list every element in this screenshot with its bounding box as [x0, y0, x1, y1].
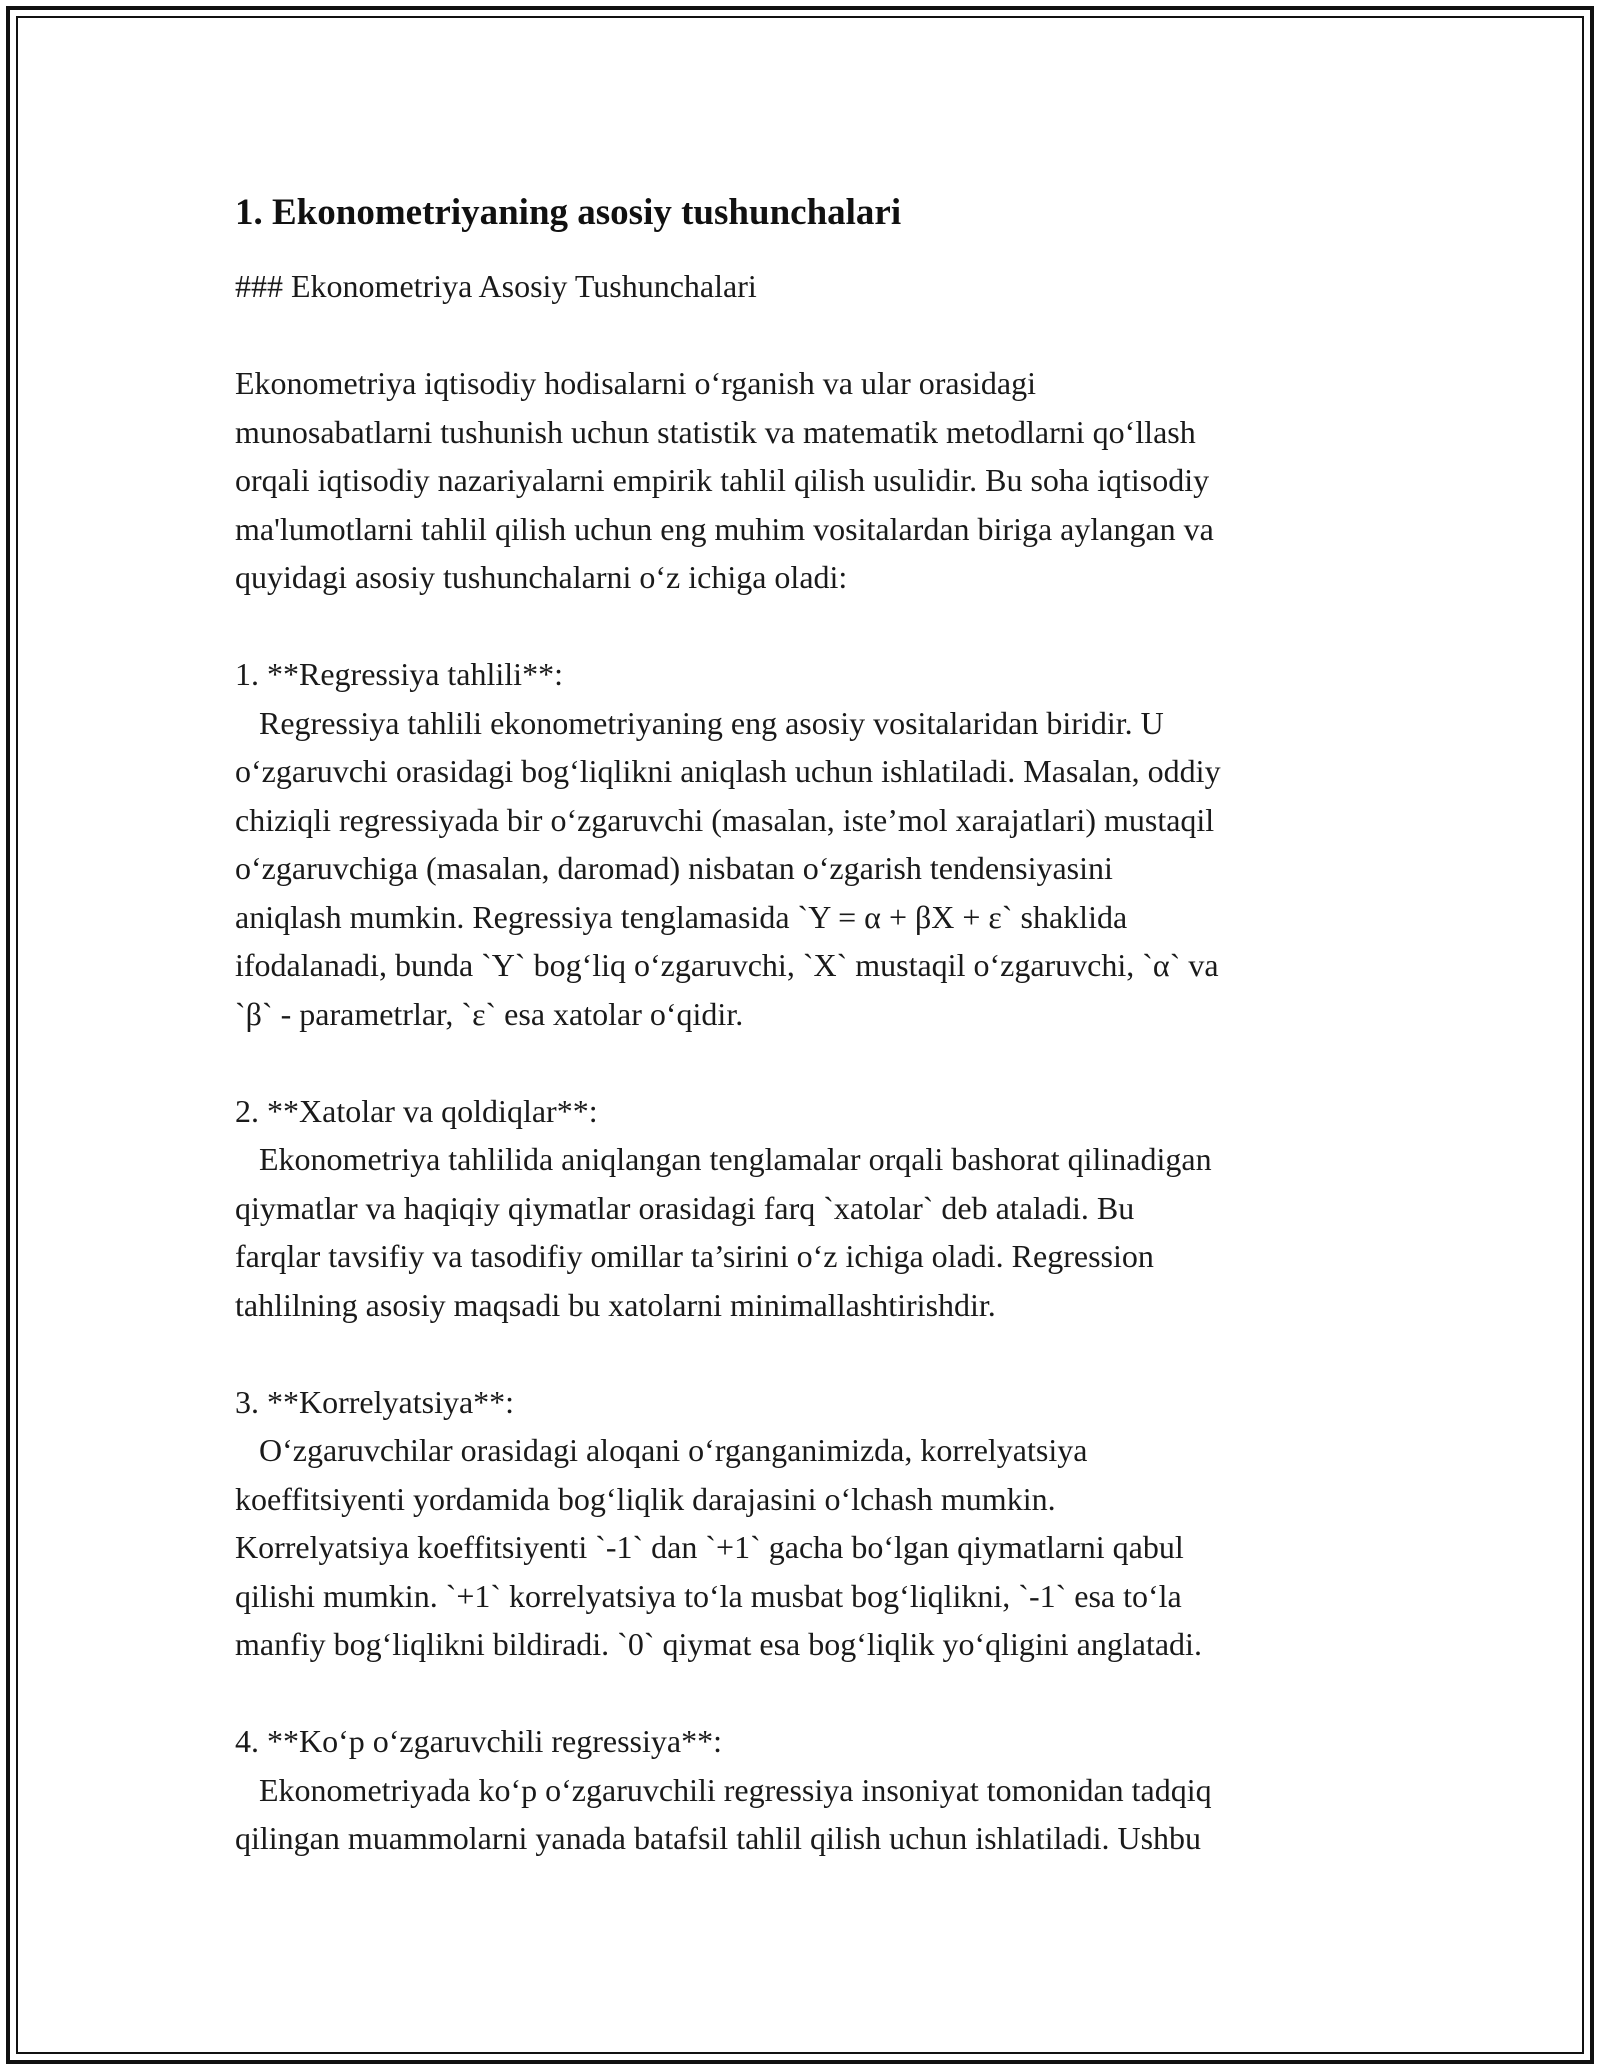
text-line: Ekonometriya tahlilida aniqlangan tenglamalar orqali bashorat qilinadigan — [235, 1141, 1212, 1177]
text-line: qiymatlar va haqiqiy qiymatlar orasidagi farq `xatolar` deb ataladi. Bu — [235, 1189, 1135, 1226]
text-line: o‘zgaruvchi orasidagi bog‘liqlikni aniqlash uchun ishlatiladi. Masalan, oddiy — [235, 753, 1221, 789]
text-line: ma'lumotlarni tahlil qilish uchun eng muhim vositalardan biriga aylangan va — [235, 510, 1214, 547]
text-line: farqlar tavsifiy va tasodifiy omillar ta’sirini o‘z ichiga oladi. Regression — [235, 1238, 1154, 1274]
blank-line — [235, 602, 1375, 651]
list-item-heading: 1. **Regressiya tahlili**: — [235, 656, 563, 692]
list-item-heading: 4. **Ko‘p o‘zgaruvchili regressiya**: — [235, 1723, 722, 1759]
text-line: ### Ekonometriya Asosiy Tushunchalari — [235, 268, 757, 304]
text-line: O‘zgaruvchilar orasidagi aloqani o‘rganganimizda, korrelyatsiya — [235, 1432, 1088, 1468]
list-item-heading: 2. **Xatolar va qoldiqlar**: — [235, 1092, 598, 1129]
document-body — [235, 190, 1375, 1863]
list-item-heading: 3. **Korrelyatsiya**: — [235, 1383, 515, 1420]
blank-line — [235, 1038, 1375, 1087]
blank-line — [235, 1669, 1375, 1718]
document-text — [235, 262, 1375, 1863]
text-line: `β` - parametrlar, `ε` esa xatolar o‘qidir. — [235, 995, 744, 1032]
text-line: koeffitsiyenti yordamida bog‘liqlik darajasini o‘lchash mumkin. — [235, 1480, 1056, 1517]
text-line: ifodalanadi, bunda `Y` bog‘liq o‘zgaruvchi, `X` mustaqil o‘zgaruvchi, `α` va — [235, 947, 1219, 983]
blank-line — [235, 1329, 1375, 1378]
text-line: aniqlash mumkin. Regressiya tenglamasida `Y = α + βX + ε` shaklida — [235, 898, 1128, 935]
text-line: munosabatlarni tushunish uchun statistik va matematik metodlarni qo‘llash — [235, 413, 1196, 450]
text-line: o‘zgaruvchiga (masalan, daromad) nisbatan o‘zgarish tendensiyasini — [235, 850, 1113, 886]
document-title: 1. Ekonometriyaning asosiy tushunchalari — [235, 192, 902, 233]
blank-line — [235, 311, 1375, 360]
text-line: Ekonometriyada ko‘p o‘zgaruvchili regressiya insoniyat tomonidan tadqiq — [235, 1771, 1212, 1808]
text-line: chiziqli regressiyada bir o‘zgaruvchi (masalan, iste’mol xarajatlari) mustaqil — [235, 801, 1215, 838]
text-line: Korrelyatsiya koeffitsiyenti `-1` dan `+1` gacha bo‘lgan qiymatlarni qabul — [235, 1529, 1184, 1565]
text-line: Ekonometriya iqtisodiy hodisalarni o‘rganish va ular orasidagi — [235, 365, 1037, 401]
text-line: qilishi mumkin. `+1` korrelyatsiya to‘la musbat bog‘liqlikni, `-1` esa to‘la — [235, 1577, 1182, 1614]
text-line: tahlilning asosiy maqsadi bu xatolarni minimallashtirishdir. — [235, 1286, 996, 1323]
text-line: quyidagi asosiy tushunchalarni o‘z ichiga oladi: — [235, 559, 848, 595]
text-line: Regressiya tahlili ekonometriyaning eng asosiy vositalaridan biridir. U — [235, 704, 1164, 741]
text-line: qilingan muammolarni yanada batafsil tahlil qilish uchun ishlatiladi. Ushbu — [235, 1820, 1202, 1856]
text-line: orqali iqtisodiy nazariyalarni empirik tahlil qilish usulidir. Bu soha iqtisodiy — [235, 462, 1210, 498]
text-line: manfiy bog‘liqlikni bildiradi. `0` qiymat esa bog‘liqlik yo‘qligini anglatadi. — [235, 1626, 1202, 1662]
